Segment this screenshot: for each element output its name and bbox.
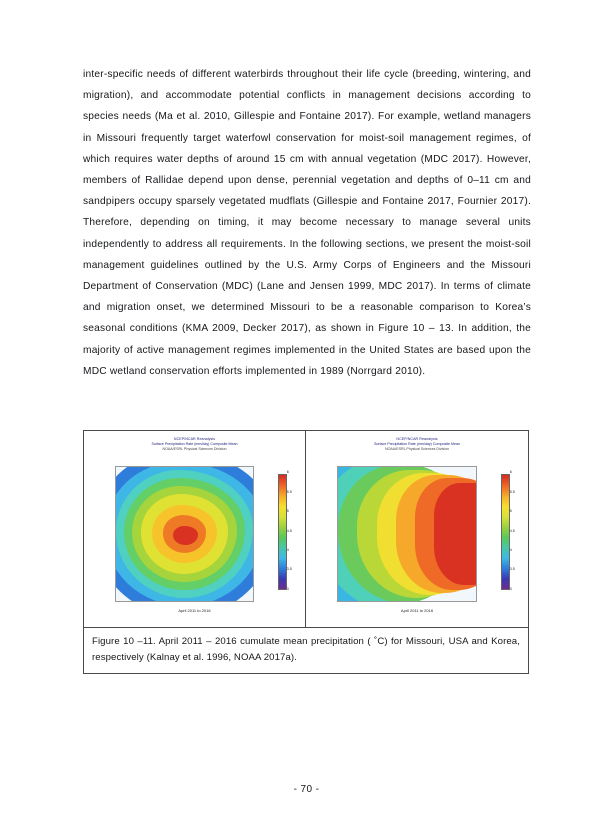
colorbar-tick: 4 xyxy=(286,547,289,552)
panel-title-line1: NCEP/NCAR Reanalysis xyxy=(396,437,438,441)
body-paragraph xyxy=(83,64,531,382)
colorbar-tick: 5.5 xyxy=(509,489,515,494)
figure-panel-korea xyxy=(306,431,528,627)
contour-band-9 xyxy=(173,526,198,545)
figure-caption: Figure 10 –11. April 2011 – 2016 cumulate mean precipitation ( ˚C) for Missouri, USA and Korea, respectively (Kalnay et al. 1996, NOAA 2017a). xyxy=(84,627,528,673)
figure-block xyxy=(83,430,529,674)
figure-date-korea: April 2011 to 2016 xyxy=(400,608,434,613)
missouri-map-frame xyxy=(115,466,254,601)
colorbar-tick: 3 xyxy=(286,586,289,591)
figure-date-missouri: April 2011 to 2016 xyxy=(178,608,211,613)
colorbar-tick: 5.5 xyxy=(286,489,292,494)
colorbar-ticks-korea xyxy=(510,470,526,592)
figure-panel-title-missouri xyxy=(84,437,305,453)
panel-title-line3: NOAA/ESRL Physical Sciences Division xyxy=(162,447,227,452)
panel-title-line2: Surface Precipitation Rate (mm/day) Composite Mean xyxy=(373,442,461,447)
colorbar-tick: 6 xyxy=(509,470,512,475)
colorbar-ticks-missouri xyxy=(287,470,303,592)
paragraph-text: inter-specific needs of different waterbirds throughout their life cycle (breeding, wintering, and migration), and accommodate potential conflicts in management decisions according to species needs (Ma et al. 2010, Gillespie and Fontaine 2017). For example, wetland managers in Missouri frequently target waterfowl conservation for moist-soil management regimes, of which requires water depths of around 15 cm with annual vegetation (MDC 2017). However, members of Rallidae depend upon dense, perennial vegetation and depths of 0–11 cm and sandpipers occupy sparsely vegetated mudflats (Gillespie and Fontaine 2017, Fournier 2017). Therefore, depending on timing, it may become necessary to manage several units independently to address all requirements. In the following sections, we present the moist-soil management guidelines outlined by the U.S. Army Corps of Engineers and the Missouri Department of Conservation (MDC) (Lane and Jensen 1999, MDC 2017). In terms of climate and migration onset, we determined Missouri to be a reasonable comparison to Korea’s seasonal conditions (KMA 2009, Decker 2017), as shown in Figure 10 – 13. In addition, the majority of active management regimes implemented in the United States are based upon the MDC wetland conservation efforts implemented in 1989 (Norrgard 2010). xyxy=(83,69,531,377)
panel-title-line2: Surface Precipitation Rate (mm/day) Composite Mean xyxy=(151,442,238,447)
colorbar-tick: 6 xyxy=(286,470,289,475)
panel-title-line3: NOAA/ESRL Physical Sciences Division xyxy=(385,447,449,452)
colorbar-tick: 4.5 xyxy=(286,528,292,533)
colorbar-tick: 5 xyxy=(509,509,512,514)
korea-map-frame xyxy=(337,466,477,601)
colorbar-tick: 3.5 xyxy=(286,567,292,572)
figure-panel-missouri xyxy=(84,431,306,627)
colorbar-tick: 3 xyxy=(509,586,512,591)
figure-panel-title-korea xyxy=(306,437,528,453)
contour-band-8 xyxy=(434,483,476,584)
page-number: - 70 - xyxy=(293,784,320,795)
figure-images xyxy=(84,431,528,627)
colorbar-tick: 4.5 xyxy=(509,528,515,533)
panel-title-line1: NCEP/NCAR Reanalysis xyxy=(173,437,216,441)
colorbar-tick: 5 xyxy=(286,509,289,514)
colorbar-tick: 4 xyxy=(509,547,512,552)
colorbar-tick: 3.5 xyxy=(509,567,515,572)
